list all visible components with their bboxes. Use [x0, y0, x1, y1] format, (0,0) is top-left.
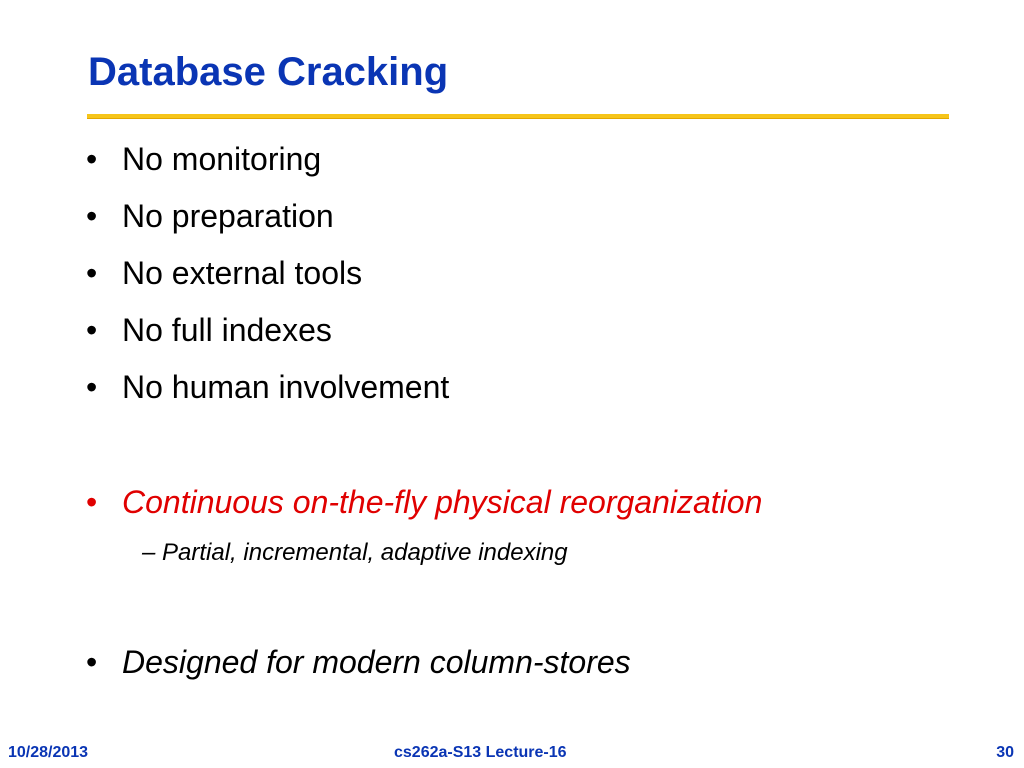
- bullet-marker: •: [86, 312, 98, 348]
- sub-bullet-marker: –: [142, 539, 156, 566]
- sub-bullet-item: [142, 541, 568, 565]
- bullet-text: Designed for modern column-stores: [122, 644, 631, 680]
- bullet-item: [86, 143, 321, 175]
- bullet-item: [86, 646, 631, 678]
- bullet-text: No full indexes: [122, 312, 332, 348]
- bullet-marker: •: [86, 141, 98, 177]
- bullet-item-highlight: [86, 486, 762, 518]
- bullet-item: [86, 200, 334, 232]
- slide-title: Database Cracking: [88, 50, 449, 94]
- footer-page-number: 30: [996, 744, 1014, 761]
- sub-bullet-text: Partial, incremental, adaptive indexing: [162, 539, 568, 566]
- bullet-marker: •: [86, 369, 98, 405]
- bullet-marker: •: [86, 484, 98, 520]
- footer-date: 10/28/2013: [8, 744, 89, 761]
- bullet-item: [86, 257, 362, 289]
- bullet-item: [86, 371, 449, 403]
- bullet-text: No monitoring: [122, 141, 322, 177]
- bullet-text: No external tools: [122, 255, 363, 291]
- bullet-text: Continuous on-the-fly physical reorganization: [122, 484, 763, 520]
- bullet-marker: •: [86, 198, 98, 234]
- bullet-text: No preparation: [122, 198, 334, 234]
- bullet-marker: •: [86, 644, 98, 680]
- bullet-item: [86, 314, 332, 346]
- bullet-text: No human involvement: [122, 369, 450, 405]
- bullet-marker: •: [86, 255, 98, 291]
- footer-course: cs262a-S13 Lecture-16: [394, 744, 567, 761]
